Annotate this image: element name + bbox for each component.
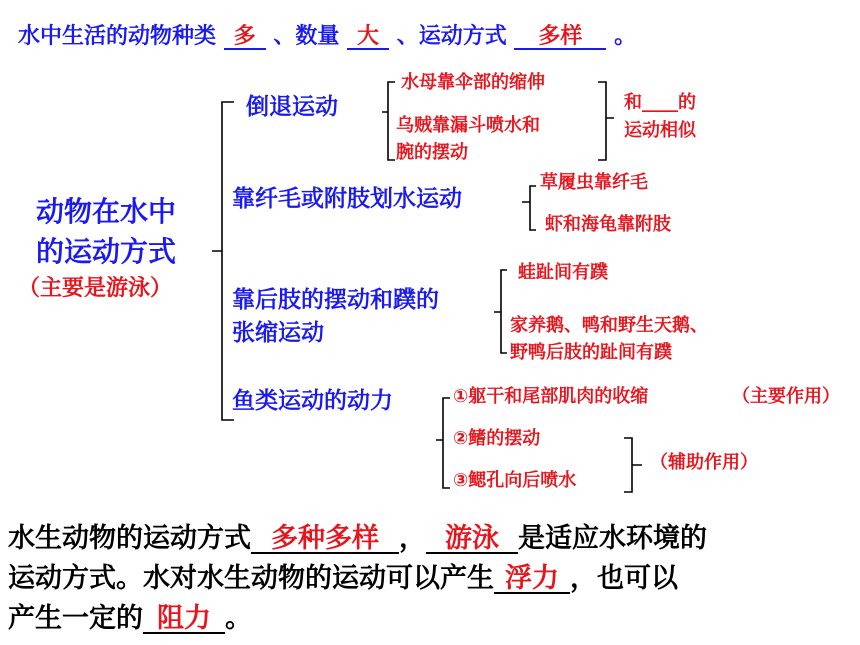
b2-item2: 虾和海龟靠附肢 bbox=[545, 214, 671, 235]
b3-label-line1: 靠后肢的摆动和蹼的 bbox=[232, 287, 439, 313]
top-prefix: 水中生活的动物种类 bbox=[18, 24, 217, 49]
summary-s1: 水生动物的运动方式 bbox=[8, 523, 251, 554]
blank-resistance bbox=[143, 605, 225, 634]
summary-s5: ，也可以 bbox=[570, 563, 678, 594]
summary-s3: 是适应水环境的 bbox=[518, 523, 707, 554]
b4-item3: ③鳃孔向后喷水 bbox=[453, 470, 577, 491]
b1-label: 倒退运动 bbox=[246, 94, 338, 120]
answer-quantity: 大 bbox=[357, 24, 380, 49]
b3-item3: 野鸭后肢的趾间有蹼 bbox=[510, 342, 672, 363]
top-sep2: 、运动方式 bbox=[396, 24, 507, 49]
summary-s6: 产生一定的 bbox=[8, 603, 143, 634]
answer-buoyancy: 浮力 bbox=[505, 563, 559, 594]
answer-swim: 游泳 bbox=[445, 523, 499, 554]
b1-item1: 水母靠伞部的缩伸 bbox=[401, 72, 545, 93]
top-sep1: 、数量 bbox=[273, 24, 340, 49]
summary-line2 bbox=[8, 565, 678, 594]
answer-resistance: 阻力 bbox=[157, 603, 211, 634]
b2-item1: 草履虫靠纤毛 bbox=[540, 172, 648, 193]
b4-bracket bbox=[436, 398, 450, 488]
blank-quantity bbox=[347, 26, 389, 50]
b3-bracket bbox=[494, 270, 507, 353]
summary-s4: 运动方式。水对水生动物的运动可以产生 bbox=[8, 563, 494, 594]
top-sentence bbox=[18, 26, 636, 50]
b1-item2: 乌贼靠漏斗喷水和 bbox=[396, 115, 540, 136]
b1-note1: 和____的 bbox=[624, 92, 696, 113]
blank-movement bbox=[514, 26, 606, 50]
b1-note2: 运动相似 bbox=[624, 120, 696, 141]
b3-item2: 家养鹅、鸭和野生天鹅、 bbox=[510, 315, 708, 336]
b4-aux-bracket bbox=[624, 438, 642, 492]
blank-species bbox=[224, 26, 266, 50]
summary-line1 bbox=[8, 525, 707, 554]
root-line1: 动物在水中 bbox=[36, 195, 177, 228]
answer-movement: 多样 bbox=[538, 24, 583, 49]
root-note: （主要是游泳） bbox=[18, 276, 173, 301]
summary-s2: ， bbox=[399, 523, 426, 554]
blank-ways bbox=[251, 525, 399, 554]
answer-species: 多 bbox=[233, 24, 256, 49]
answer-ways: 多种多样 bbox=[271, 523, 379, 554]
summary-line3 bbox=[8, 605, 252, 634]
b2-bracket bbox=[522, 186, 536, 230]
b1-item3: 腕的摆动 bbox=[396, 142, 468, 163]
b4-item2: ②鳍的摆动 bbox=[453, 428, 541, 449]
b1-right-bracket bbox=[598, 82, 614, 160]
b4-aux-note: （辅助作用） bbox=[650, 452, 758, 473]
b3-label-line2: 张缩运动 bbox=[232, 320, 324, 346]
b3-item1: 蛙趾间有蹼 bbox=[518, 262, 608, 283]
main-bracket bbox=[212, 102, 234, 420]
b4-main-note: （主要作用） bbox=[732, 386, 840, 407]
blank-buoyancy bbox=[494, 565, 570, 594]
blank-swim bbox=[426, 525, 518, 554]
summary-s7: 。 bbox=[225, 603, 252, 634]
root-line2: 的运动方式 bbox=[36, 235, 177, 268]
top-end: 。 bbox=[614, 24, 637, 49]
b2-label: 靠纤毛或附肢划水运动 bbox=[232, 186, 462, 212]
b1-bracket bbox=[382, 82, 395, 160]
b4-label: 鱼类运动的动力 bbox=[232, 388, 393, 414]
b4-item1: ①躯干和尾部肌肉的收缩 bbox=[453, 386, 649, 407]
